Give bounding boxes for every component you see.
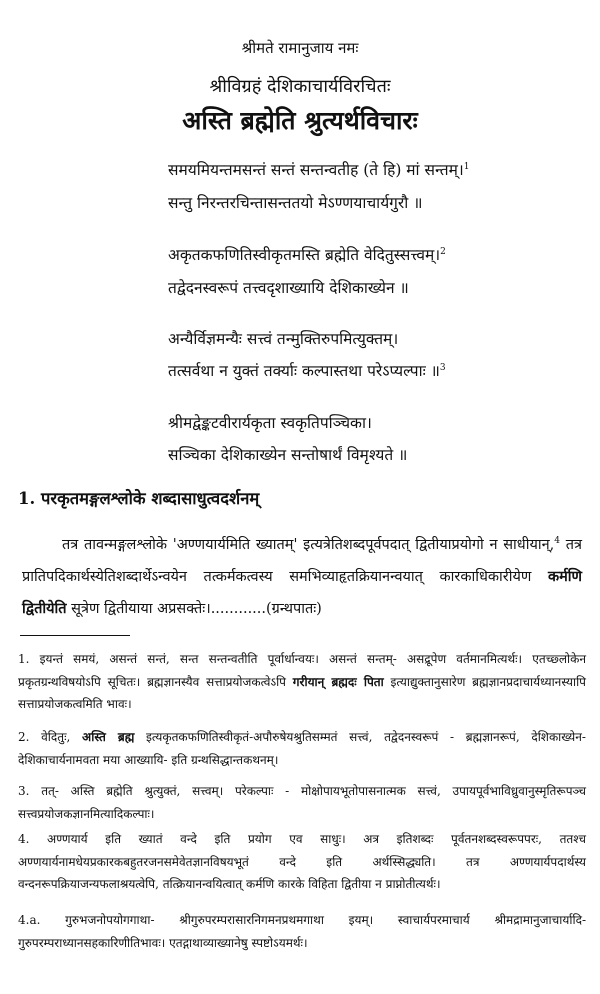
verse-2-line-1 — [168, 243, 446, 265]
verse-1-line-1 — [168, 158, 469, 180]
author-subtitle: श्रीविग्रहं देशिकाचार्यविरचितः — [209, 76, 391, 97]
footnote-bold: गरीयान् ब्रह्मदः पिता — [292, 674, 384, 689]
verse-3-line-2 — [168, 359, 446, 381]
footnote-text: इत्यकृतकफणितिस्वीकृतं-अपौरुषेयश्रुतिसम्मतं सत्त्वं, तद्वेदनस्वरूपं - ब्रह्मज्ञानरूपं, देशिकाख्येन- देशिकाचार्यनामवता मया आख्यायि- इति ग्रन्थसिद्धान्तकथनम्। — [18, 730, 586, 767]
verse-text: समयमियन्तमसन्तं सन्तं सन्तन्वतीह (ते हि) मां सन्तम्। — [168, 161, 464, 179]
verse-3-line-1: अन्यैर्विज्ञमन्यैः सत्त्वं तन्मुक्तिरुपमित्युक्तम्। — [168, 330, 399, 348]
verse-4-line-2: सञ्चिका देशिकाख्येन सन्तोषार्थं विमृश्यते ॥ — [168, 446, 408, 464]
section-heading: 1. परकृतमङ्गलश्लोके शब्दासाधुत्वदर्शनम् — [18, 489, 260, 508]
footnote-ref: 2 — [440, 246, 446, 257]
footnote-4: 4. अण्णयार्य इति ख्यातं वन्दे इति प्रयोग एव साधुः। अत्र इतिशब्दः पूर्वतनशब्दस्वरूपपरः, ततश्च अण्णयार्यनामधेयप्रकारकबहुतरजनसमेवेतज्ञानविषयभूतं वन्दे इति अर्थस्सिद्ध्यति। तत्र अण्णयार्यपदार्थस्य वन्दनरूपक्रियाजन्यफलाश्रयत्वेपि, तत्क्रियानन्वयित्वात् कर्मणि कारके विहिता द्वितीया न प्राप्नोतीत्यर्थः। — [18, 832, 586, 891]
para-text-c: सूत्रेण द्वितीयाया अप्रसक्तेः।............(ग्रन्थपातः) — [66, 600, 322, 617]
verse-1-line-2: सन्तु निरन्तरचिन्तासन्ततयो मेऽण्णयाचार्यगुरौ ॥ — [168, 194, 423, 212]
verse-4-line-1: श्रीमद्वेङ्कटवीरार्यकृता स्वकृतिपञ्चिका। — [168, 414, 372, 432]
para-text-b: तत्र प्रातिपदिकार्थस्येतिशब्दार्थेऽन्वयेन तत्कर्मकत्वस्य समभिव्याहृतक्रियानन्वयात् कारकाधिकारीयेण — [22, 536, 582, 585]
footnote-ref: 4 — [554, 536, 561, 546]
verse-text: अकृतकफणितिस्वीकृतमस्ति ब्रह्मेति वेदितुस्सत्त्वम्। — [168, 246, 441, 264]
footnote-text: 2. वेदितुः, — [18, 730, 83, 744]
invocation: श्रीमते रामानुजाय नमः — [241, 39, 359, 57]
verse-text: तत्सर्वथा न युक्तं तर्क्याः कल्पास्तथा परेऽप्यल्पाः ॥ — [168, 362, 440, 380]
footnote-3: 3. तत्- अस्ति ब्रह्मेति श्रुत्युक्तं, सत्त्वम्। परेकल्पाः - मोक्षोपायभूतोपासनात्मक सत्त्वं, उपायपूर्वभाविध्रुवानुस्मृतिरूपञ्च सत्त्वप्रयोजकज्ञानमित्यादिकल्पाः। — [18, 784, 586, 821]
footnote-4a: 4.a. गुरुभजनोपयोगगाथा- श्रीगुरुपरम्परासारनिगमनप्रथमगाथा इयम्। स्वाचार्यपरमाचार्य श्रीमद्रामानुजाचार्यादि-गुरुपरम्पराध्यानसहकारिणीतिभावः। एतद्गाथाव्याख्यानेषु स्पष्टोऽयमर्थः। — [18, 913, 586, 950]
footnote-2 — [18, 726, 586, 771]
body-paragraph — [22, 525, 582, 625]
footnote-text: इत्याद्युक्तानुसारेण ब्रह्मज्ञानप्रदाचार्यध्यानस्यापि सत्ताप्रयोजकत्वमिति भावः। — [18, 674, 586, 711]
footnote-ref: 3 — [439, 362, 446, 373]
footnote-bold: अस्ति ब्रह्म — [82, 730, 135, 744]
page-title: अस्ति ब्रह्मेति श्रुत्यर्थविचारः — [182, 106, 418, 135]
footnote-1 — [18, 648, 586, 716]
footnote-ref: 1 — [463, 161, 470, 172]
para-text-a: तत्र तावन्मङ्गलश्लोके 'अण्णयार्यमिति ख्यातम्' इत्यत्रेतिशब्दपूर्वपदात् द्वितीयाप्रयोगो न साधीयान्, — [62, 536, 555, 553]
footnote-text: 1. इयन्तं समयं, असन्तं सन्तं, सन्त सन्तन्वतीति पूर्वार्धान्वयः। असन्तं सन्तम्- असद्रूपेण वर्तमानमित्यर्थः। एतच्छ्लोकेन प्रकृतग्रन्थविषयोऽपि सूचितः। ब्रह्मज्ञानस्यैव सत्ताप्रयोजकत्वेऽपि — [18, 652, 586, 689]
verse-2-line-2: तद्वेदनस्वरूपं तत्त्वदृशाख्यायि देशिकाख्येन ॥ — [168, 279, 409, 297]
footnote-divider — [20, 635, 130, 636]
para-bold-sutra: कर्मणि द्वितीयेति — [22, 567, 582, 617]
